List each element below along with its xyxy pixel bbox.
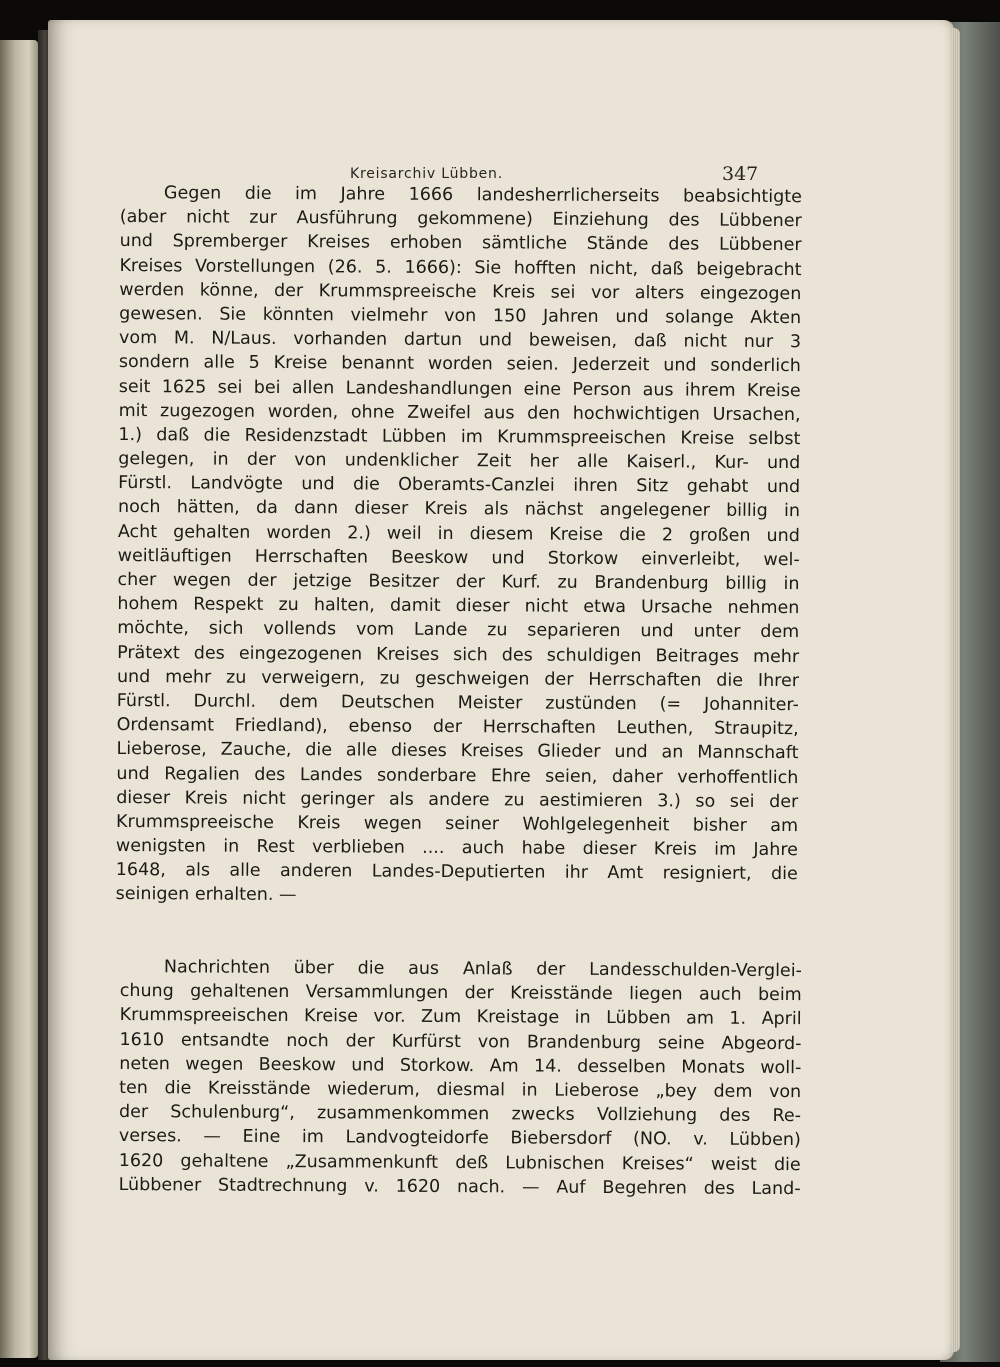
- text-line: und Regalien des Landes sonderbare Ehre seien, daher verhoffentlich: [116, 763, 799, 788]
- text-line: ten die Kreisstände wiederum, diesmal in Lieberose „bey dem von: [119, 1077, 802, 1103]
- text-line: seinigen erhalten. —: [115, 884, 297, 906]
- text-line: cher wegen der jetzige Besitzer der Kurf. zu Brandenburg billig in: [117, 569, 800, 595]
- text-line: mit zugezogen worden, ohne Zweifel aus den hochwichtigen Ursachen,: [118, 400, 801, 425]
- text-line: Fürstl. Durchl. dem Deutschen Meister zustünden (= Johanniter-: [116, 690, 799, 716]
- text-line: 1648, als alle anderen Landes-Deputierten ihr Amt resigniert, die: [115, 860, 798, 885]
- page-fore-edge: [952, 28, 960, 1352]
- text-line: und mehr zu verweigern, zu geschweigen der Herrschaften die Ihrer: [116, 666, 800, 691]
- text-line: verses. — Eine im Landvogteidorfe Biebersdorf (NO. v. Lübben): [118, 1126, 801, 1151]
- text-line: gewesen. Sie könnten vielmehr von 150 Jahren und solange Akten: [119, 303, 802, 329]
- text-line: und Spremberger Kreises erhoben sämtliche Stände des Lübbener: [119, 231, 802, 256]
- text-line: Lübbener Stadtrechnung v. 1620 nach. — Auf Begehren des Land-: [118, 1174, 801, 1199]
- text-line: Krummspreeische Kreis wegen seiner Wohlgelegenheit bisher am: [116, 811, 799, 837]
- text-line: hohem Respekt zu halten, damit dieser nicht etwa Ursache nehmen: [117, 594, 800, 619]
- text-line: möchte, sich vollends vom Lande zu separieren und unter dem: [117, 618, 800, 643]
- text-line: (aber nicht zur Ausführung gekommene) Einziehung des Lübbener: [119, 207, 802, 232]
- text-line: weitläuftigen Herrschaften Beeskow und Storkow einverleibt, wel-: [117, 545, 800, 570]
- running-title: Kreisarchiv Lübben.: [350, 166, 503, 182]
- text-line: Krummspreeischen Kreise vor. Zum Kreistage in Lübben am 1. April: [119, 1005, 802, 1030]
- text-line: 1620 gehaltene „Zusammenkunft deß Lubnischen Kreises“ weist die: [118, 1150, 801, 1175]
- text-line: Nachrichten über die aus Anlaß der Landesschulden-Verglei-: [163, 957, 802, 982]
- text-line: Ordensamt Friedland), ebenso der Herrschaften Leuthen, Straupitz,: [116, 715, 799, 740]
- text-line: vom M. N/Laus. vorhanden dartun und beweisen, daß nicht nur 3: [118, 328, 802, 353]
- paragraph-2: [119, 955, 802, 1201]
- text-line: Fürstl. Landvögte und die Oberamts-Canzlei ihren Sitz gehabt und: [118, 473, 801, 498]
- book-page: [48, 20, 954, 1360]
- text-line: Gegen die im Jahre 1666 landesherrlicherseits beabsichtigte: [163, 183, 802, 208]
- text-line: Acht gehalten worden 2.) weil in diesem Kreise die 2 großen und: [117, 521, 800, 546]
- text-line: seit 1625 sei bei allen Landeshandlungen eine Person aus ihrem Kreise: [118, 376, 801, 401]
- text-line: Kreises Vorstellungen (26. 5. 1666): Sie hofften nicht, daß beigebracht: [119, 255, 802, 280]
- text-line: neten wegen Beeskow und Storkow. Am 14. desselben Monats woll-: [119, 1053, 802, 1078]
- text-line: der Schulenburg“, zusammenkommen zwecks Vollziehung des Re-: [118, 1102, 802, 1127]
- text-line: dieser Kreis nicht geringer als andere zu aestimieren 3.) so sei der: [116, 787, 799, 812]
- text-line: chung gehaltenen Versammlungen der Kreisstände liegen auch beim: [119, 981, 802, 1006]
- text-line: sondern alle 5 Kreise benannt worden seien. Jederzeit und sonderlich: [118, 352, 801, 377]
- paragraph-1: [116, 181, 802, 911]
- text-line: noch hätten, da dann dieser Kreis als nächst angelegener billig in: [117, 497, 801, 522]
- text-line: Prätext des eingezogenen Kreises sich des schuldigen Beitrages mehr: [117, 642, 800, 667]
- text-line: wenigsten in Rest verblieben .... auch habe dieser Kreis im Jahre: [115, 836, 798, 861]
- text-line: 1.) daß die Residenzstadt Lübben im Krummspreeischen Kreise selbst: [118, 424, 801, 450]
- text-line: 1610 entsandte noch der Kurfürst von Brandenburg seine Abgeord-: [119, 1029, 802, 1054]
- text-line: werden könne, der Krummspreeische Kreis sei vor alters eingezogen: [119, 279, 802, 304]
- page-number: 347: [722, 163, 759, 185]
- text-line: gelegen, in der von undenklicher Zeit her alle Kaiserl., Kur- und: [118, 449, 801, 474]
- text-line: Lieberose, Zauche, die alle dieses Kreises Glieder und an Mannschaft: [116, 739, 799, 764]
- left-page-edge: [0, 40, 38, 1358]
